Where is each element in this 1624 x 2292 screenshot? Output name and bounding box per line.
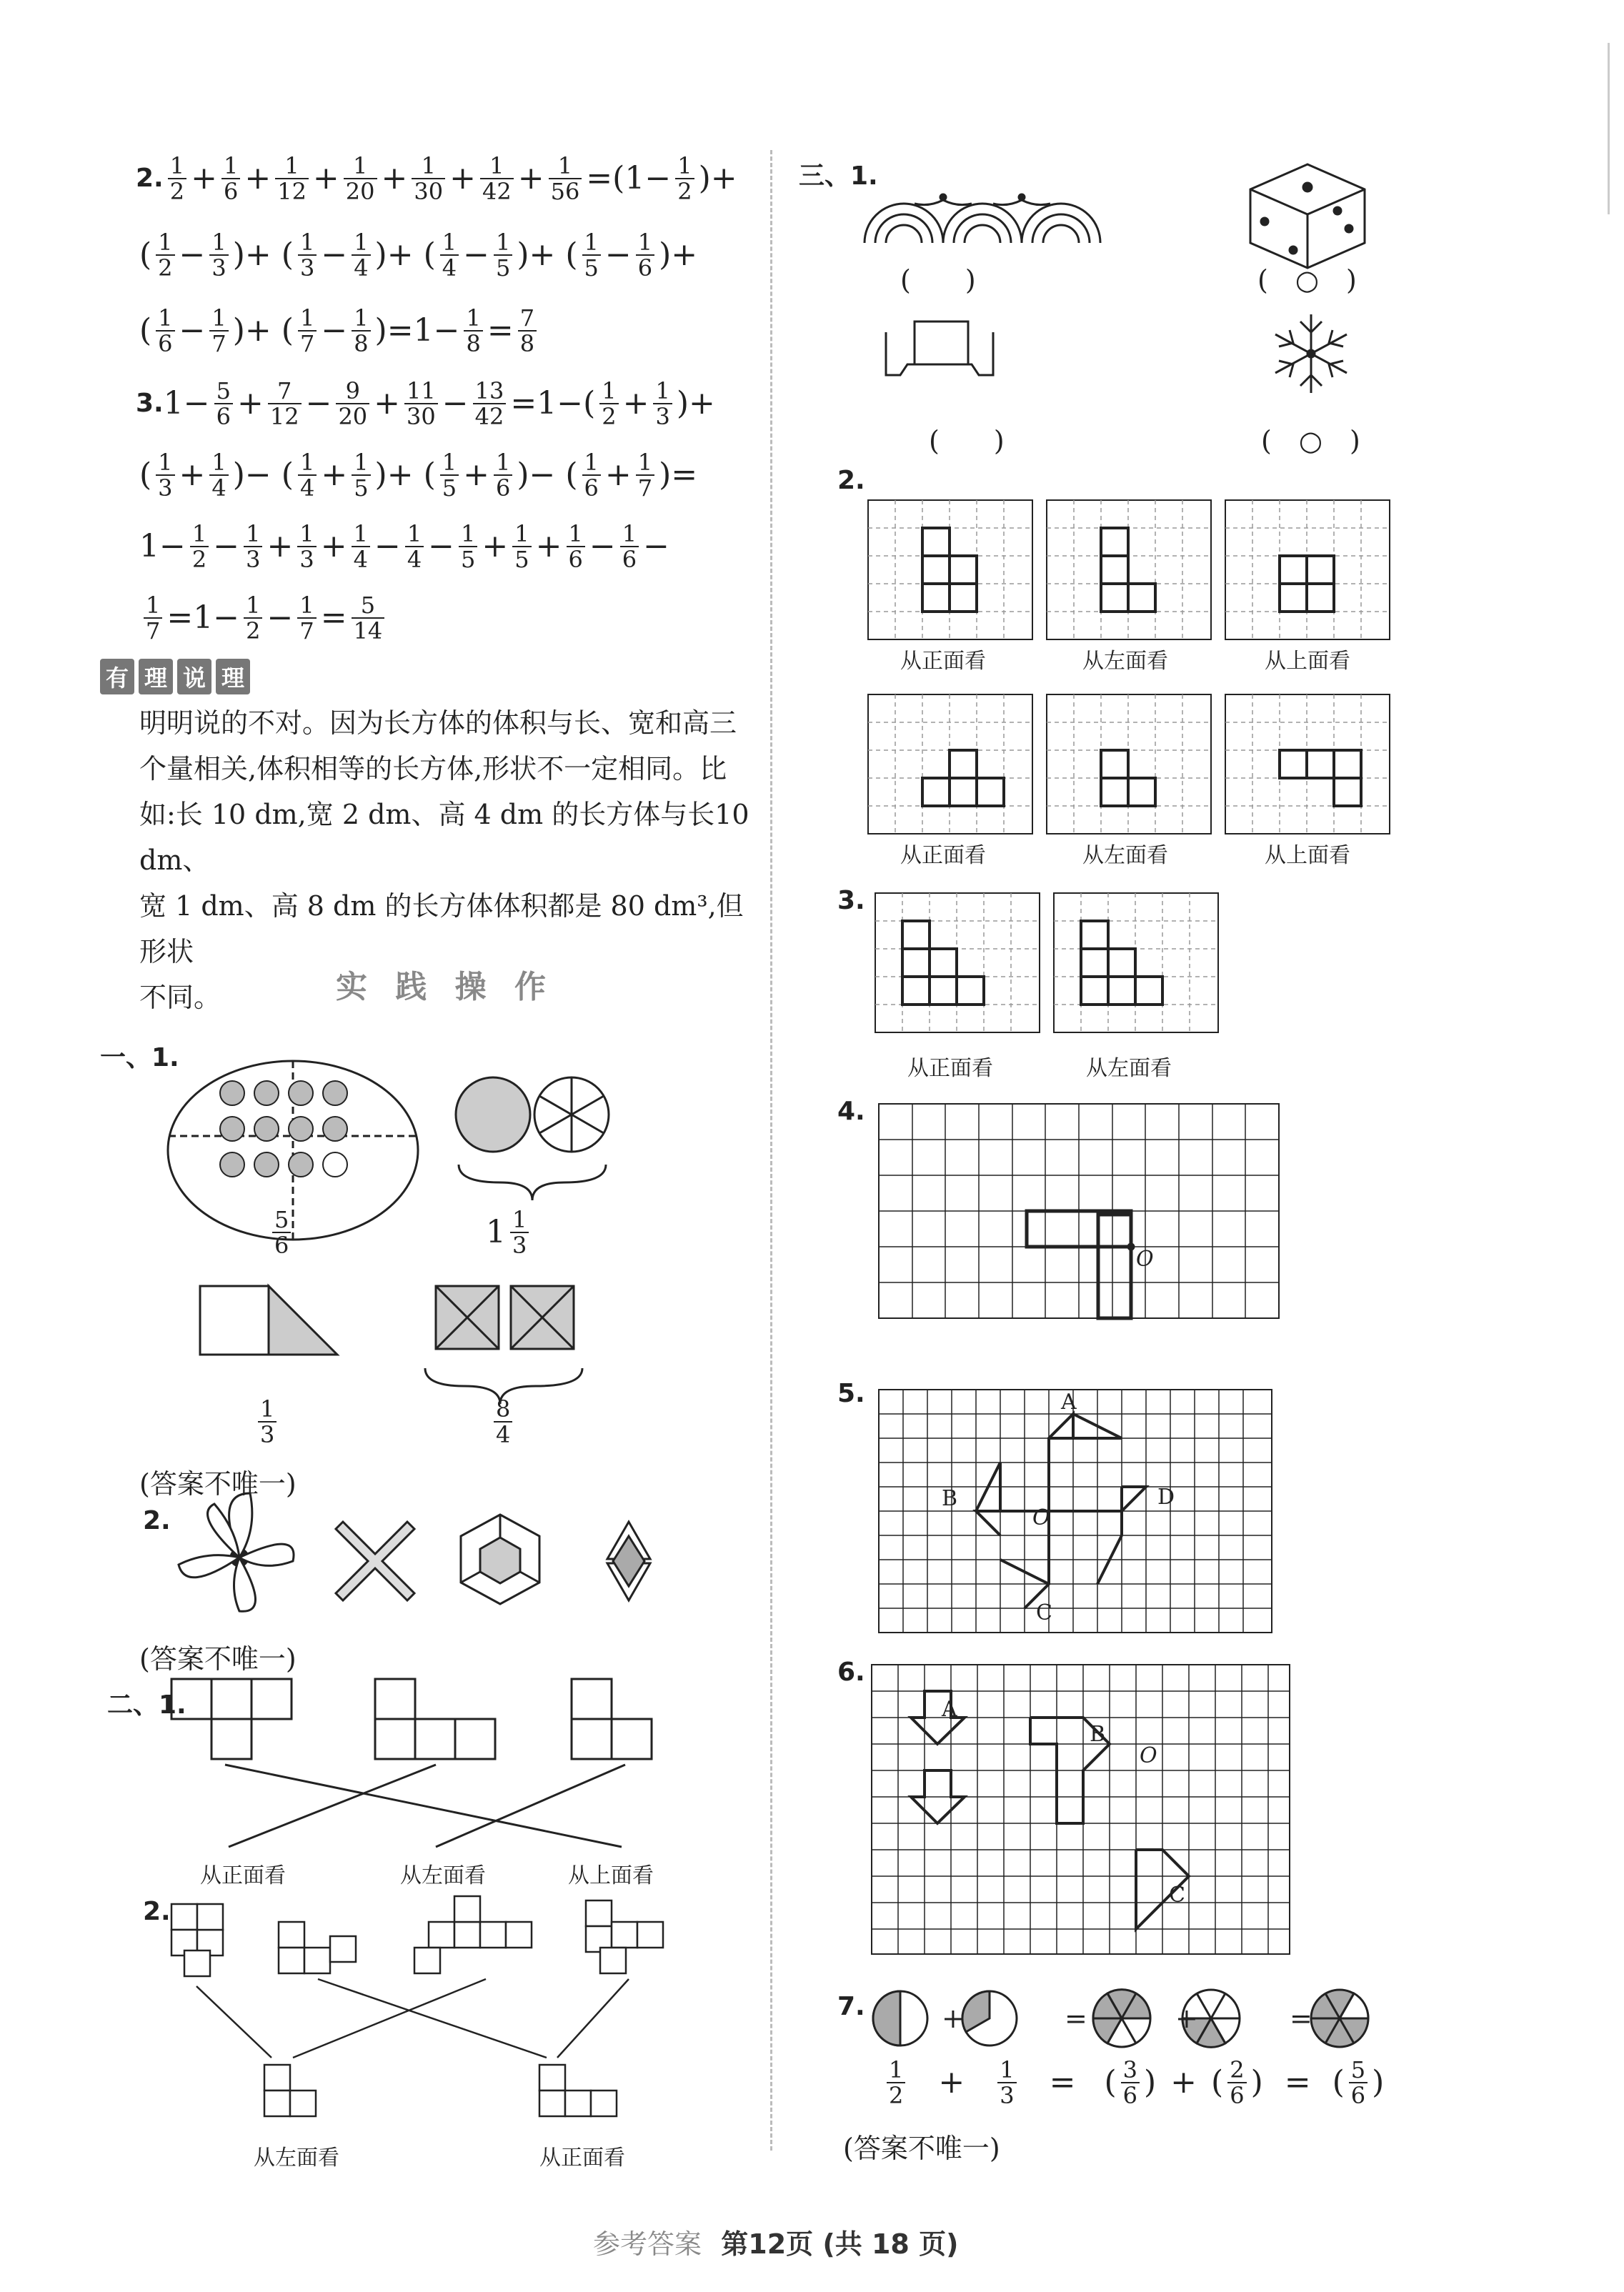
- one-1-label: 一、1.: [100, 1043, 179, 1072]
- apple-icons: [220, 1081, 347, 1177]
- q2-label: 2.: [136, 164, 164, 193]
- footer-label: 参考答案: [593, 2228, 702, 2260]
- frac-b: 1 $\frac{1}{3}$: [486, 1207, 533, 1257]
- q2-line3: ( $\frac{1}{6}$ − $\frac{1}{7}$ )+ ( $\frac{1}{7}$ − $\frac{1}{8}$ )=1− $\frac{1}{8}$ = $\frac{7}{8}$: [139, 306, 541, 356]
- q3-r-label: 3.: [837, 886, 865, 915]
- q5-point-a: A: [1061, 1390, 1077, 1415]
- view-front-b: 从正面看: [539, 2146, 625, 2171]
- r-view-front-1: 从正面看: [900, 649, 986, 674]
- arch-figure: [865, 194, 1100, 243]
- q5-r-label: 5.: [837, 1379, 865, 1408]
- snowflake-icon: [1275, 314, 1347, 393]
- section-title: 实 践 操 作: [336, 969, 554, 1005]
- reasoning-text: 明明说的不对。因为长方体的体积与长、宽和高三 个量相关,体积相等的长方体,形状不一定相同。比 如:长 10 dm,宽 2 dm、高 4 dm 的长方体与长10 dm、 宽 1 dm、高 8 dm 的长方体体积都是 80 dm³,但形状 不同。: [139, 707, 749, 1013]
- q5-point-c: C: [1036, 1600, 1052, 1625]
- paren-3: ( ): [929, 425, 1005, 457]
- q7-plus-1: +: [942, 2003, 965, 2034]
- two-1-label: 二、1.: [107, 1690, 186, 1720]
- r-view-top-2: 从上面看: [1265, 843, 1350, 868]
- square-triangle: [200, 1286, 337, 1355]
- note-2: (答案不唯一): [139, 1643, 297, 1675]
- q6-point-b: B: [1090, 1722, 1106, 1747]
- q6-point-o: O: [1140, 1743, 1157, 1768]
- right-figures: [793, 143, 1593, 2186]
- rotation-shapes: [179, 1493, 650, 1611]
- two-2-label: 2.: [143, 1897, 171, 1926]
- q2-r-label: 2.: [837, 466, 865, 495]
- q7-eq-2: =: [1290, 2003, 1312, 2034]
- q7-fraction-row: $\frac{1}{2}$ + $\frac{1}{3}$ = ( $\frac{3}{6}$ ) + ( $\frac{2}{6}$ ) = ( $\frac{5}{6}$ ): [882, 2058, 1425, 2108]
- left-figures: [129, 1029, 772, 2201]
- circle-pair: [456, 1077, 609, 1200]
- q7-eq-1: =: [1065, 2003, 1087, 2034]
- q5-point-d: D: [1157, 1485, 1175, 1510]
- q6-point-a: A: [942, 1697, 957, 1722]
- q3-line4: $\frac{1}{7}$ =1− $\frac{1}{2}$ − $\frac{1}{7}$ = $\frac{5}{14}$: [139, 593, 389, 643]
- q4-grid: [879, 1104, 1279, 1318]
- q6-point-c: C: [1169, 1883, 1185, 1908]
- view-left-b: 从左面看: [254, 2146, 339, 2171]
- q5-point-o: O: [1032, 1505, 1050, 1530]
- three-1-label: 三、1.: [799, 161, 878, 191]
- q3-grids: [875, 893, 1218, 1032]
- one-2-label: 2.: [143, 1506, 171, 1535]
- q2-line2: ( $\frac{1}{2}$ − $\frac{1}{3}$ )+ ( $\frac{1}{3}$ − $\frac{1}{4}$ )+ ( $\frac{1}{4}$ − $\frac{1}{5}$ )+ ( $\frac{1}{5}$ − $\frac{1}{6}$ )+: [139, 229, 698, 281]
- q6-r-label: 6.: [837, 1658, 865, 1687]
- r-view-top-1: 从上面看: [1265, 649, 1350, 674]
- dice-figure: [1250, 164, 1365, 268]
- r-view-left-1: 从左面看: [1082, 649, 1168, 674]
- r-view-left-3: 从左面看: [1086, 1056, 1172, 1081]
- frac-c: $\frac{1}{3}$: [254, 1397, 281, 1447]
- q4-r-label: 4.: [837, 1097, 865, 1126]
- q4-point-o: O: [1136, 1247, 1154, 1272]
- view-left-a: 从左面看: [400, 1863, 486, 1888]
- q7-note: (答案不唯一): [843, 2133, 1000, 2164]
- view-front-a: 从正面看: [200, 1863, 286, 1888]
- paren-2: ( ○ ): [1257, 264, 1357, 296]
- two-2-cubes: [171, 1896, 663, 2116]
- page-edge: [1608, 43, 1610, 214]
- footer: [593, 2222, 958, 2261]
- paren-1: ( ): [900, 264, 976, 296]
- q5-point-b: B: [942, 1486, 958, 1511]
- q5-grid: [879, 1390, 1272, 1633]
- crossed-squares: [425, 1286, 582, 1404]
- two-1-views: [171, 1679, 652, 1847]
- q3-label: 3.: [136, 389, 164, 418]
- r-view-left-2: 从左面看: [1082, 843, 1168, 868]
- chair-figure: [886, 322, 993, 375]
- q6-grid: [872, 1665, 1290, 1954]
- q3-line3: 1− $\frac{1}{2}$ − $\frac{1}{3}$ + $\frac{1}{3}$ + $\frac{1}{4}$ − $\frac{1}{4}$ − $\frac{1}{5}$ + $\frac{1}{5}$ + $\frac{1}{6}$ − $\frac{1}{6}$ −: [139, 520, 669, 573]
- r-view-front-3: 从正面看: [907, 1056, 993, 1081]
- reasoning-badge: 有 理 说 理: [100, 659, 254, 694]
- paren-4: ( ○ ): [1261, 425, 1360, 457]
- q2-line1: 2. $\frac{1}{2}$ + $\frac{1}{6}$ + $\frac{1}{12}$ + $\frac{1}{20}$ + $\frac{1}{30}$ + $\frac{1}{42}$ + $\frac{1}{56}$ =(1− $\frac{1}{2}$ )+: [136, 152, 737, 205]
- q3-line1: 3. 1− $\frac{5}{6}$ + $\frac{7}{12}$ − $\frac{9}{20}$ + $\frac{11}{30}$ − $\frac{13}{42}$ =1−( $\frac{1}{2}$ + $\frac{1}{3}$ )+: [136, 377, 715, 430]
- q3-line2: ( $\frac{1}{3}$ + $\frac{1}{4}$ )− ( $\frac{1}{4}$ + $\frac{1}{5}$ )+ ( $\frac{1}{5}$ + $\frac{1}{6}$ )− ( $\frac{1}{6}$ + $\frac{1}{7}$ )=: [139, 449, 698, 502]
- frac-d: $\frac{8}{4}$: [489, 1397, 517, 1447]
- view-top-a: 从上面看: [568, 1863, 654, 1888]
- page-number: 第12页 (共 18 页): [721, 2228, 959, 2260]
- frac-a: $\frac{5}{6}$: [268, 1207, 295, 1257]
- r-view-front-2: 从正面看: [900, 843, 986, 868]
- q7-r-label: 7.: [837, 1992, 865, 2021]
- q7-plus-2: +: [1175, 2003, 1198, 2034]
- note-1: (答案不唯一): [139, 1468, 297, 1500]
